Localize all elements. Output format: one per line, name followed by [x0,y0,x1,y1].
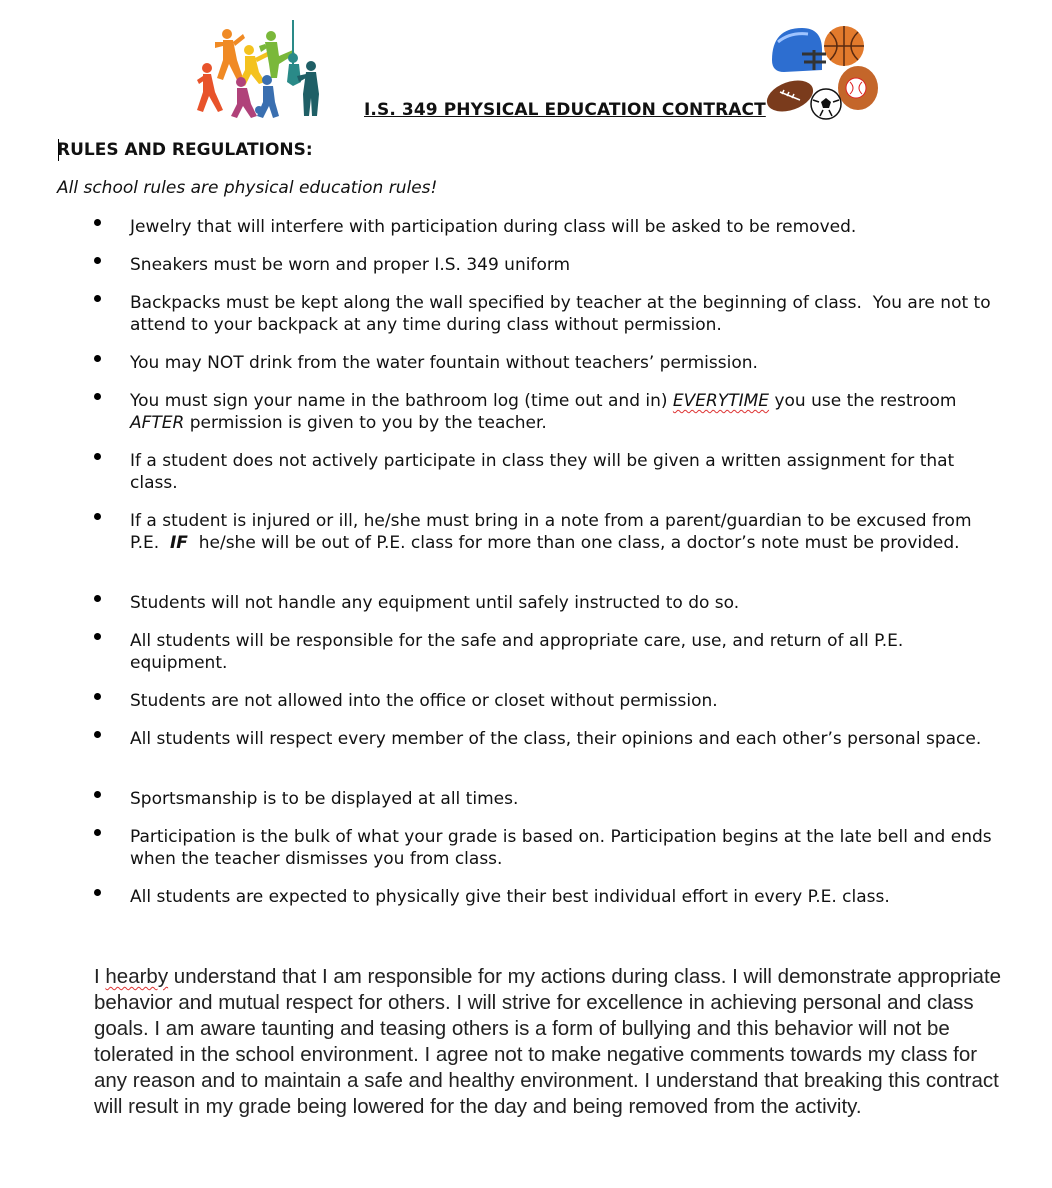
rules-heading: RULES AND REGULATIONS: [57,140,313,160]
rule-text: Participation is the bulk of what your grade is based on. Participation begins at the late bell and ends when the teacher dismisses you from class. [130,827,998,869]
rule-text-part: he/she will be out of P.E. class for more than one class, a doctor’s note must be provided. [187,533,960,553]
rule-text: If a student does not actively participate in class they will be given a written assignment for that class. [130,451,960,493]
rules-intro: All school rules are physical education rules! [57,178,438,198]
rule-text: Students are not allowed into the office or closet without permission. [130,691,718,711]
rule-text-part: you use the restroom [769,391,962,411]
bullet-icon [94,257,101,264]
bullet-icon [94,693,101,700]
emphasis-if: IF [169,533,188,553]
rule-text: All students will respect every member of the class, their opinions and each other’s personal space. [130,729,982,749]
contract-title: I.S. 349 PHYSICAL EDUCATION CONTRACT [364,100,766,120]
rule-text-part: permission is given to you by the teacher. [184,413,547,433]
rule-text: All students are expected to physically give their best individual effort in every P.E. class. [130,887,890,907]
bullet-icon [94,513,101,520]
rule-text-part: You must sign your name in the bathroom log (time out and in) [130,391,673,411]
rule-text: Backpacks must be kept along the wall specified by teacher at the beginning of class. You are not to attend to your backpack at any time during class without permission. [130,293,997,335]
rule-text: Students will not handle any equipment until safely instructed to do so. [130,593,740,613]
rule-text: Sportsmanship is to be displayed at all times. [130,789,519,809]
bullet-icon [94,393,101,400]
rule-text: Sneakers must be worn and proper I.S. 349 uniform [130,255,571,275]
emphasis-everytime: EVERYTIME [672,391,770,411]
bullet-icon [94,791,101,798]
sports-balls-helmet-icon [764,20,882,120]
athletes-silhouettes-icon [193,20,323,120]
pledge-text: understand that I am responsible for my actions during class. I will demonstrate appropriate behavior and mutual respect for others. I will strive for excellence in achieving personal and class goals. I am aware taunting and teasing others is a form of bullying and this behavior will not be tolerated in the school environment. I agree not to make negative comments towards my class for any reason and to maintain a safe and healthy environment. I understand that breaking this contract will result in my grade being lowered for the day and being removed from the activity. [94,965,1002,1118]
rule-text [130,510,1000,554]
bullet-icon [94,889,101,896]
bullet-icon [94,219,101,226]
bullet-icon [94,633,101,640]
rule-text: You may NOT drink from the water fountain without teachers’ permission. [130,353,758,373]
rule-text-part: If a student is injured or ill, he/she must bring in a note from a parent/guardian to be excused from P.E. [130,511,977,553]
bullet-icon [94,295,101,302]
bullet-icon [94,731,101,738]
bullet-icon [94,829,101,836]
rule-text: Jewelry that will interfere with participation during class will be asked to be removed. [130,217,857,237]
pledge-paragraph [94,964,1004,1120]
emphasis-after: AFTER [130,413,185,433]
bullet-icon [94,453,101,460]
rule-text [130,390,1000,434]
pledge-misspelled-word: hearby [105,965,169,988]
rule-text: All students will be responsible for the safe and appropriate care, use, and return of all P.E. equipment. [130,631,909,673]
pledge-text: I [94,965,106,988]
bullet-icon [94,595,101,602]
bullet-icon [94,355,101,362]
